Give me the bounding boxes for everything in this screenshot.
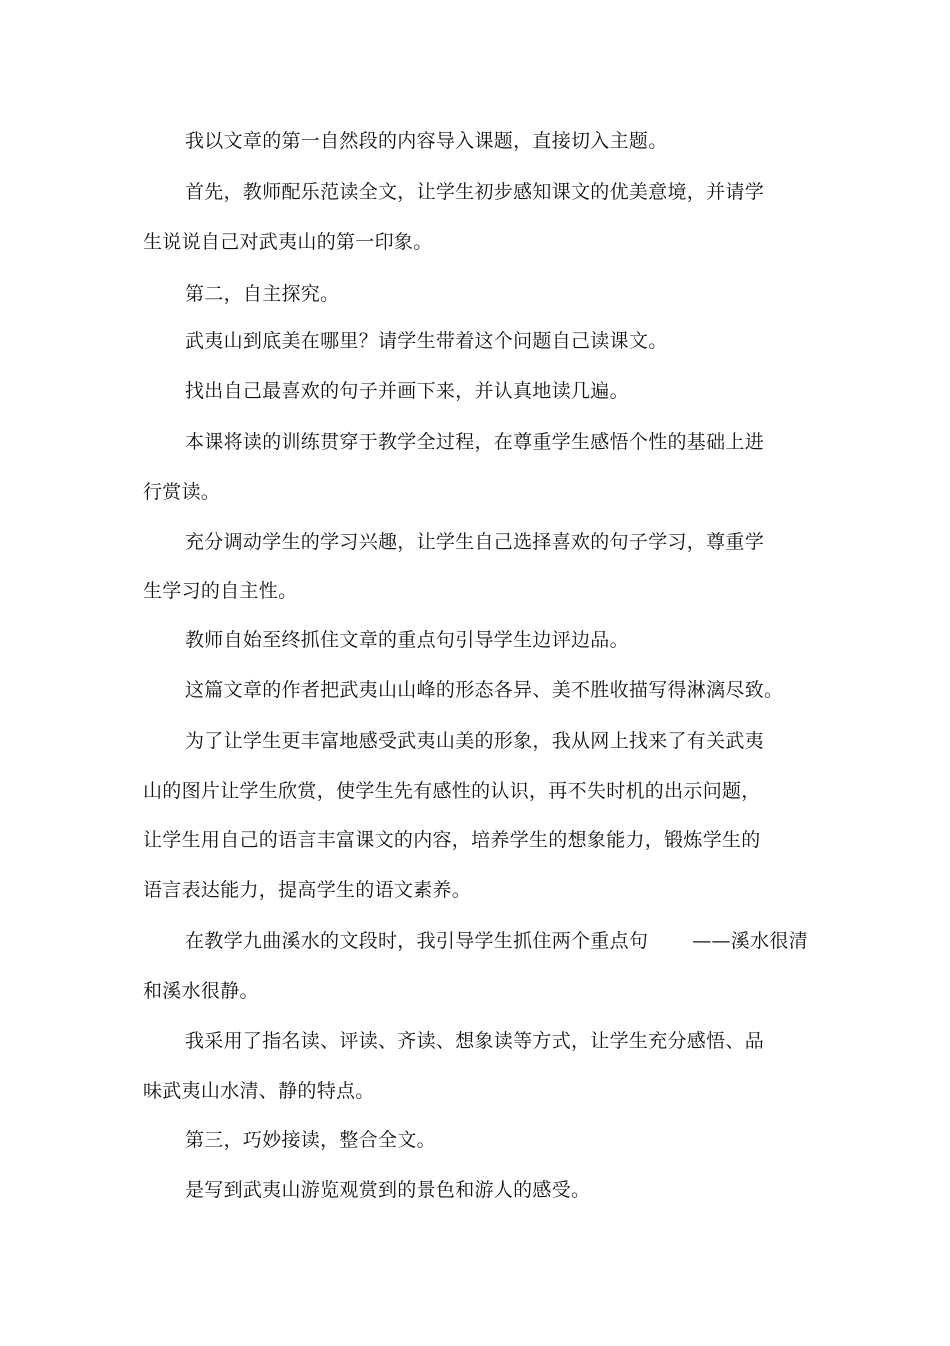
paragraph-line: 让学生用自己的语言丰富课文的内容，培养学生的想象能力，锻炼学生的 — [143, 829, 761, 851]
paragraph-line: 教师自始至终抓住文章的重点句引导学生边评边品。 — [185, 629, 629, 651]
paragraph-text: 在教学九曲溪水的文段时，我引导学生抓住两个重点句 — [185, 930, 649, 952]
paragraph-line: 为了让学生更丰富地感受武夷山美的形象，我从网上找来了有关武夷 — [185, 730, 765, 752]
paragraph-line: 山的图片让学生欣赏，使学生先有感性的认识，再不失时机的出示问题， — [143, 780, 761, 802]
paragraph-line: 充分调动学生的学习兴趣，让学生自己选择喜欢的句子学习，尊重学 — [185, 531, 765, 553]
paragraph-line: 和溪水很静。 — [143, 980, 259, 1002]
section-heading: 第二，自主探究。 — [185, 283, 340, 305]
paragraph-line: 生说说自己对武夷山的第一印象。 — [143, 231, 433, 253]
paragraph-text-dash: ——溪水很清 — [692, 930, 809, 952]
paragraph-line: 语言表达能力，提高学生的语文素养。 — [143, 879, 472, 901]
paragraph-line: 找出自己最喜欢的句子并画下来，并认真地读几遍。 — [185, 380, 629, 402]
paragraph-line: 首先，教师配乐范读全文，让学生初步感知课文的优美意境，并请学 — [185, 181, 765, 203]
paragraph-line: 是写到武夷山游览观赏到的景色和游人的感受。 — [185, 1179, 591, 1201]
paragraph-line: 这篇文章的作者把武夷山山峰的形态各异、美不胜收描写得淋漓尽致。 — [185, 679, 784, 701]
paragraph-line: 我采用了指名读、评读、齐读、想象读等方式，让学生充分感悟、品 — [185, 1030, 765, 1052]
section-heading: 第三，巧妙接读，整合全文。 — [185, 1129, 436, 1151]
paragraph-line: 行赏读。 — [143, 481, 221, 503]
paragraph-line: 味武夷山水清、静的特点。 — [143, 1080, 375, 1102]
paragraph-line: 武夷山到底美在哪里？请学生带着这个问题自己读课文。 — [185, 330, 668, 352]
paragraph-line: 本课将读的训练贯穿于教学全过程，在尊重学生感悟个性的基础上进 — [185, 431, 765, 453]
paragraph-line: 我以文章的第一自然段的内容导入课题，直接切入主题。 — [185, 130, 668, 152]
paragraph-line: 生学习的自主性。 — [143, 580, 298, 602]
paragraph-line — [185, 929, 808, 953]
